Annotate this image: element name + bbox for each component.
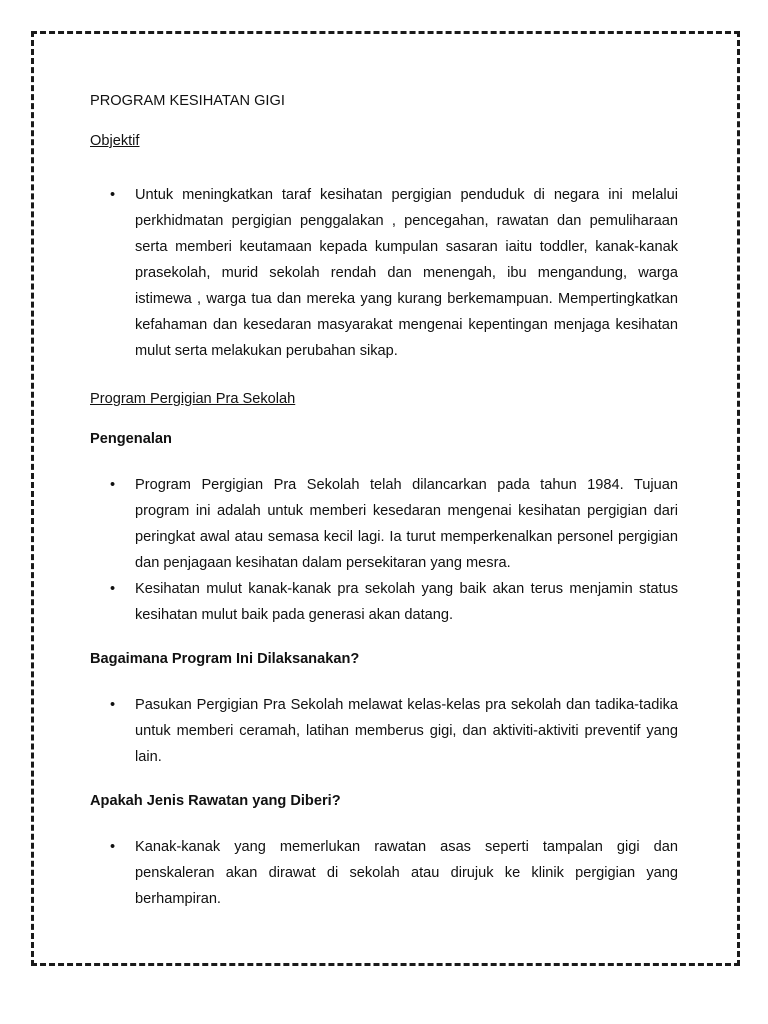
document-body <box>90 88 678 912</box>
treatment-list <box>90 834 678 912</box>
objective-heading: Objektif <box>90 133 140 149</box>
objective-list <box>90 182 678 364</box>
list-item: • Kanak-kanak yang memerlukan rawatan asas seperti tampalan gigi dan penskaleran akan dirawat di sekolah atau dirujuk ke klinik pergigian yang berhampiran. <box>90 834 678 912</box>
list-item: • Program Pergigian Pra Sekolah telah dilancarkan pada tahun 1984. Tujuan program ini adalah untuk memberi kesedaran mengenai kesihatan pergigian dari peringkat awal atau semasa kecil lagi. Ia turut memperkenalkan personel pergigian dan penjagaan kesihatan dalam persekitaran yang mesra. <box>90 472 678 576</box>
how-heading: Bagaimana Program Ini Dilaksanakan? <box>90 651 360 667</box>
treatment-heading: Apakah Jenis Rawatan yang Diberi? <box>90 793 341 809</box>
list-item: • Untuk meningkatkan taraf kesihatan pergigian penduduk di negara ini melalui perkhidmatan pergigian penggalakan , pencegahan, rawatan dan pemuliharaan serta memberi keutamaan kepada kumpulan sasaran iaitu toddler, kanak-kanak prasekolah, murid sekolah rendah dan menengah, ibu mengandung, warga istimewa , warga tua dan mereka yang kurang berkemampuan. Mempertingkatkan kefahaman dan kesedaran masyarakat mengenai kepentingan menjaga kesihatan mulut serta melakukan perubahan sikap. <box>90 182 678 364</box>
intro-list <box>90 472 678 628</box>
intro-heading: Pengenalan <box>90 431 172 447</box>
how-list <box>90 692 678 770</box>
program-heading: Program Pergigian Pra Sekolah <box>90 391 296 407</box>
list-item: • Kesihatan mulut kanak-kanak pra sekolah yang baik akan terus menjamin status kesihatan mulut baik pada generasi akan datang. <box>90 576 678 628</box>
document-title: PROGRAM KESIHATAN GIGI <box>90 93 285 109</box>
list-item: • Pasukan Pergigian Pra Sekolah melawat kelas-kelas pra sekolah dan tadika-tadika untuk memberi ceramah, latihan memberus gigi, dan aktiviti-aktiviti preventif yang lain. <box>90 692 678 770</box>
